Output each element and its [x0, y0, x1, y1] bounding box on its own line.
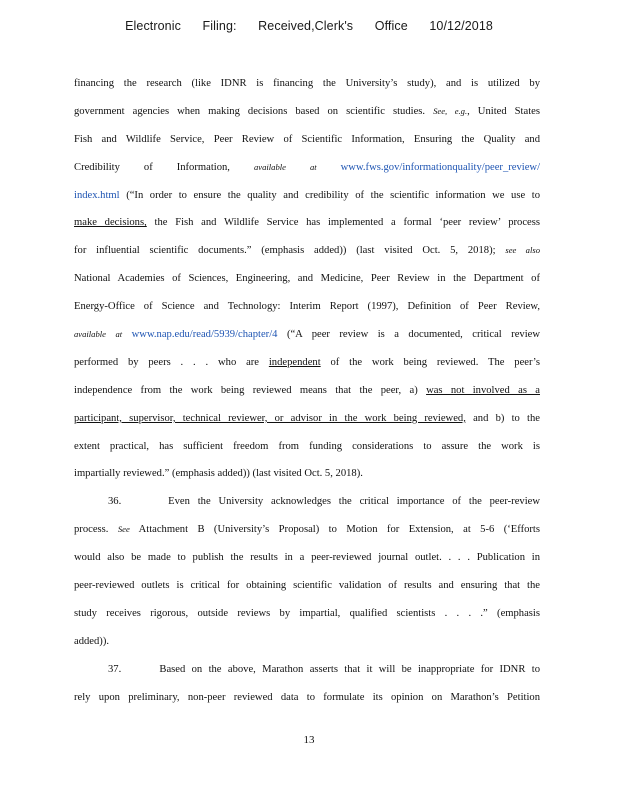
text-line: study receives rigorous, outside reviews by impartial, qualified scientists . . . .” (emphasis	[74, 607, 540, 619]
text-line	[74, 209, 540, 237]
document-body	[74, 70, 540, 711]
filing-stamp-header	[0, 19, 618, 33]
citation-signal: , e.g.	[445, 105, 468, 116]
text-span: government agencies when making decisions based on scientific studies.	[74, 105, 426, 117]
text-span: of the work being reviewed. The peer’s	[330, 356, 540, 368]
text-line	[74, 182, 540, 210]
text-line	[74, 154, 540, 182]
header-received-clerks: Received,Clerk's	[258, 19, 354, 33]
citation-signal: See	[433, 105, 446, 116]
underlined-emphasis: make decisions,	[74, 217, 147, 229]
citation-signal: at	[309, 161, 317, 172]
text-line	[74, 516, 540, 544]
text-span: for influential scientific documents.” (emphasis added)) (last visited Oct. 5, 2018);	[74, 245, 496, 257]
header-filing: Filing:	[202, 19, 237, 33]
underlined-emphasis: participant, supervisor, technical reviewer, or advisor in the work being reviewed,	[74, 412, 466, 424]
text-line: financing the research (like IDNR is financing the University’s study), and is utilized by	[74, 78, 540, 89]
text-line: extent practical, has sufficient freedom from funding considerations to assure the work is	[74, 440, 540, 452]
text-line: added)).	[74, 635, 109, 647]
text-line: would also be made to publish the results in a peer-reviewed journal outlet. . . . Publication in	[74, 552, 540, 564]
text-span: Based on the above, Marathon asserts that it will be inappropriate for IDNR to	[159, 663, 540, 675]
citation-signal: See	[117, 524, 130, 535]
fws-peer-review-link[interactable]: www.fws.gov/informationquality/peer_review/	[340, 161, 540, 173]
text-span: Credibility of Information,	[74, 161, 230, 173]
text-line	[74, 321, 540, 349]
text-span: Even the University acknowledges the critical importance of the peer-review	[168, 496, 540, 508]
text-span: independence from the work being reviewed means that the peer, a)	[74, 384, 418, 396]
text-span: performed by peers . . . who are	[74, 356, 260, 368]
citation-signal: see also	[505, 245, 540, 256]
citation-signal: available	[74, 329, 106, 340]
header-date: 10/12/2018	[429, 19, 493, 33]
nap-chapter-link[interactable]: www.nap.edu/read/5939/chapter/4	[131, 329, 278, 341]
text-span: , United States	[467, 105, 540, 117]
text-line: peer-reviewed outlets is critical for obtaining scientific validation of results and ensuring that the	[74, 580, 540, 592]
text-line	[74, 405, 540, 433]
text-line	[74, 377, 540, 405]
text-line: Fish and Wildlife Service, Peer Review of Scientific Information, Ensuring the Quality and	[74, 133, 540, 145]
underlined-emphasis: was not involved as a	[426, 384, 540, 396]
paragraph-number: 37.	[108, 663, 122, 675]
text-line: Energy-Office of Science and Technology: Interim Report (1997), Definition of Peer Review,	[74, 301, 540, 313]
text-span: (“In order to ensure the quality and credibility of the scientific information we use to	[126, 189, 540, 201]
text-span: and b) to the	[473, 412, 540, 424]
text-line: National Academies of Sciences, Engineering, and Medicine, Peer Review in the Department of	[74, 273, 540, 285]
page-number: 13	[303, 734, 315, 746]
text-line	[74, 349, 540, 377]
text-span: Attachment B (University’s Proposal) to Motion for Extension, at 5-6 (‘Efforts	[138, 524, 540, 536]
header-electronic: Electronic	[125, 19, 181, 33]
text-line	[74, 98, 540, 126]
text-line	[74, 237, 540, 265]
paragraph-37-start	[74, 656, 540, 684]
paragraph-number: 36.	[108, 496, 122, 508]
text-line: impartially reviewed.” (emphasis added)) (last visited Oct. 5, 2018).	[74, 468, 363, 480]
text-line: rely upon preliminary, non-peer reviewed data to formulate its opinion on Marathon’s Petition	[74, 691, 540, 703]
text-span: the Fish and Wildlife Service has implemented a formal ‘peer review’ process	[154, 217, 540, 229]
fws-index-link[interactable]: index.html	[74, 189, 120, 201]
paragraph-36-start	[74, 488, 540, 516]
citation-signal: at	[115, 329, 123, 340]
text-span: process.	[74, 524, 109, 536]
text-span: (“A peer review is a documented, critical review	[286, 329, 540, 341]
citation-signal: available	[253, 161, 286, 172]
header-office: Office	[374, 19, 408, 33]
underlined-emphasis: independent	[268, 356, 321, 368]
